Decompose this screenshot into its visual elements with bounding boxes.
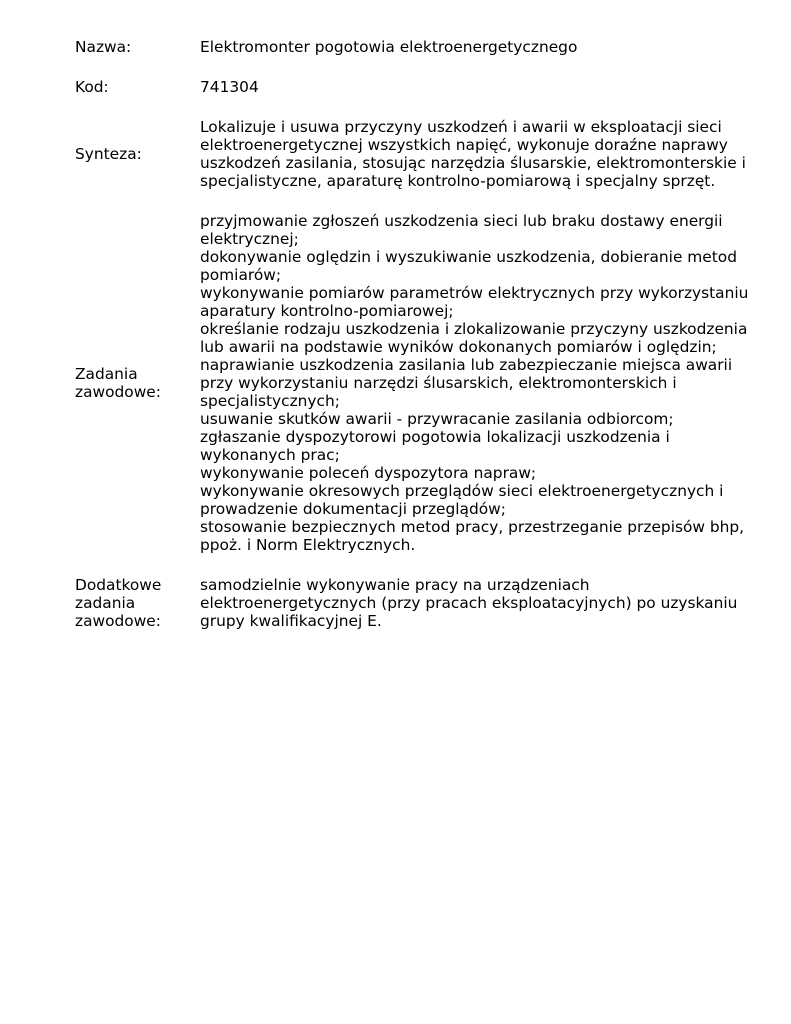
field-synteza	[75, 118, 765, 190]
field-dodatkowe	[75, 576, 765, 630]
field-label-zadania: Zadania zawodowe:	[75, 365, 161, 401]
task-item: stosowanie bezpiecznych metod pracy, przestrzeganie przepisów bhp, ppoż. i Norm Elektrycznych.	[200, 518, 745, 554]
task-item: wykonywanie poleceń dyspozytora napraw;	[200, 464, 537, 482]
field-kod	[75, 78, 765, 96]
task-item: usuwanie skutków awarii - przywracanie zasilania odbiorcom;	[200, 410, 674, 428]
field-value-dodatkowe: samodzielnie wykonywanie pracy na urządzeniach elektroenergetycznych (przy pracach eksploatacyjnych) po uzyskaniu grupy kwalifikacyjnej E.	[200, 576, 738, 630]
task-item: naprawianie uszkodzenia zasilania lub zabezpieczanie miejsca awarii przy wykorzystaniu narzędzi ślusarskich, elektromonterskich i specjalistycznych;	[200, 356, 733, 410]
field-zadania	[75, 212, 765, 554]
field-value-nazwa: Elektromonter pogotowia elektroenergetycznego	[200, 38, 578, 56]
task-list	[200, 212, 760, 554]
field-label-dodatkowe: Dodatkowe zadania zawodowe:	[75, 576, 162, 630]
field-nazwa	[75, 38, 765, 56]
field-label-nazwa: Nazwa:	[75, 38, 132, 56]
occupation-description	[75, 38, 765, 652]
field-value-kod: 741304	[200, 78, 259, 96]
field-label-kod: Kod:	[75, 78, 109, 96]
field-label-synteza: Synteza:	[75, 145, 142, 163]
task-item: wykonywanie okresowych przeglądów sieci elektroenergetycznych i prowadzenie dokumentacji przeglądów;	[200, 482, 724, 518]
task-item: dokonywanie oględzin i wyszukiwanie uszkodzenia, dobieranie metod pomiarów;	[200, 248, 737, 284]
task-item: wykonywanie pomiarów parametrów elektrycznych przy wykorzystaniu aparatury kontrolno-pomiarowej;	[200, 284, 749, 320]
field-value-synteza: Lokalizuje i usuwa przyczyny uszkodzeń i awarii w eksploatacji sieci elektroenergetycznej wszystkich napięć, wykonuje doraźne naprawy uszkodzeń zasilania, stosując narzędzia ślusarskie, elektromonterskie i specjalistyczne, aparaturę kontrolno-pomiarową i specjalny sprzęt.	[200, 118, 746, 190]
task-item: zgłaszanie dyspozytorowi pogotowia lokalizacji uszkodzenia i wykonanych prac;	[200, 428, 670, 464]
task-item: określanie rodzaju uszkodzenia i zlokalizowanie przyczyny uszkodzenia lub awarii na podstawie wyników dokonanych pomiarów i oględzin;	[200, 320, 748, 356]
task-item: przyjmowanie zgłoszeń uszkodzenia sieci lub braku dostawy energii elektrycznej;	[200, 212, 723, 248]
